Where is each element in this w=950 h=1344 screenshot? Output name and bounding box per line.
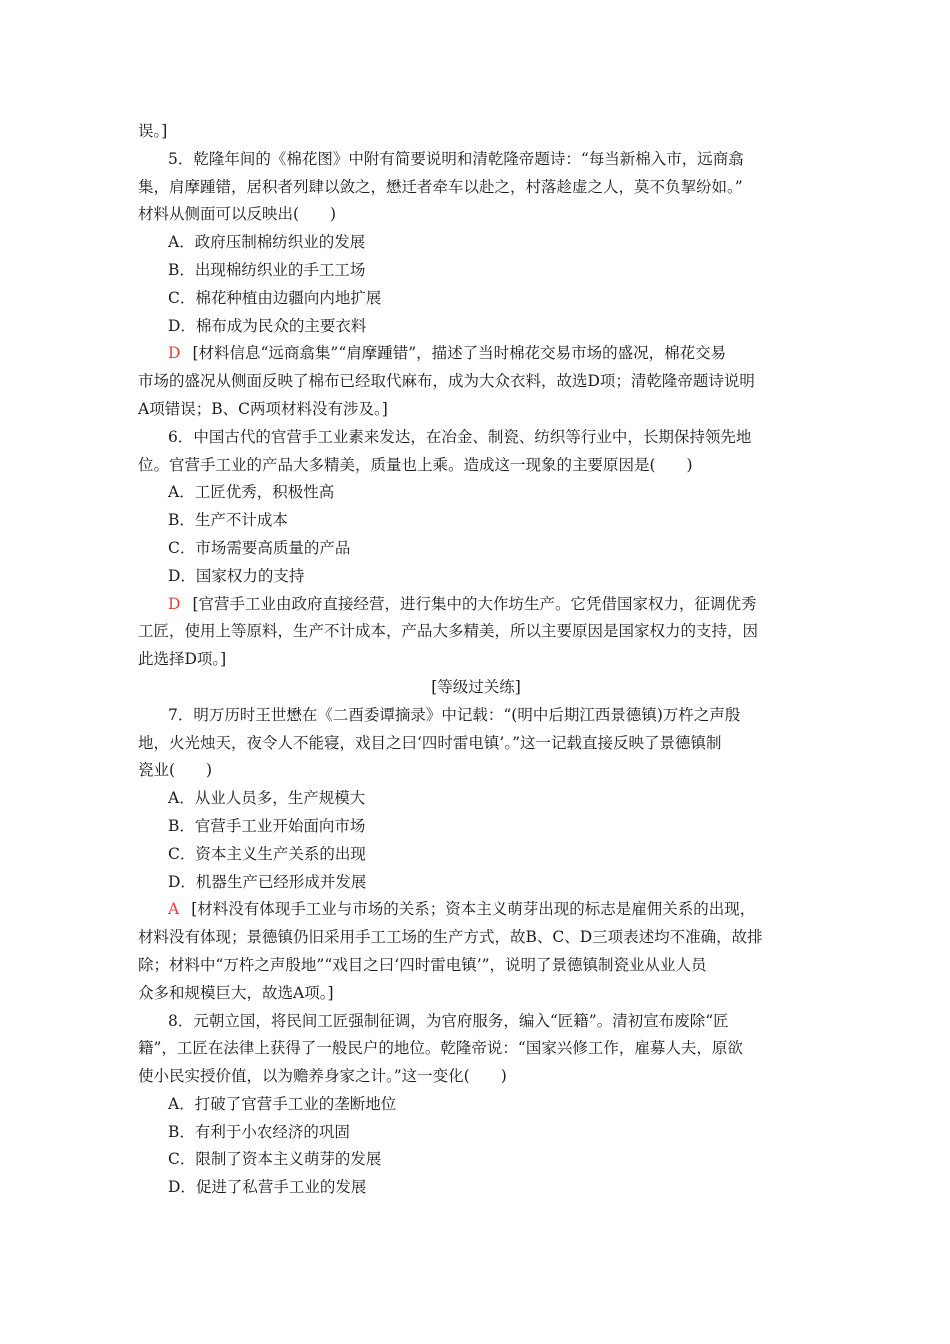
option-d: D．机器生产已经形成并发展 — [168, 872, 367, 891]
explanation-5 — [138, 340, 814, 423]
explanation-line — [138, 591, 814, 619]
option-a: A．工匠优秀，积极性高 — [168, 483, 335, 502]
answer-letter: D — [168, 594, 181, 613]
question-text: 8．元朝立国，将民间工匠强制征调，为官府服务，编入“匠籍”。清初宣布废除“匠 — [168, 1011, 729, 1030]
explanation-text: 市场的盛况从侧面反映了棉布已经取代麻布，成为大众衣料，故选D项；清乾隆帝题诗说明 — [138, 372, 755, 391]
explanation-7 — [138, 896, 814, 1007]
option-c: C．限制了资本主义萌芽的发展 — [168, 1150, 382, 1169]
document-body — [138, 118, 814, 1202]
explanation-text: [材料信息“远商翕集”“肩摩踵错”，描述了当时棉花交易市场的盛况，棉花交易 — [192, 344, 727, 363]
question-text: 使小民实授价值，以为赡养身家之计。”这一变化( ) — [138, 1067, 507, 1086]
question-text: 材料从侧面可以反映出( ) — [138, 205, 337, 224]
question-8 — [138, 1008, 814, 1091]
option-c: C．市场需要高质量的产品 — [168, 538, 351, 557]
question-6 — [138, 424, 814, 480]
option-c: C．棉花种植由边疆向内地扩展 — [168, 288, 382, 307]
explanation-text: 众多和规模巨大，故选A项。] — [138, 983, 334, 1002]
explanation-text: A项错误；B、C两项材料没有涉及。] — [138, 399, 388, 418]
option-a: A．政府压制棉纺织业的发展 — [168, 233, 366, 252]
option-b: B．官营手工业开始面向市场 — [168, 816, 366, 835]
option-c: C．资本主义生产关系的出现 — [168, 844, 366, 863]
option-b: B．出现棉纺织业的手工工场 — [168, 260, 366, 279]
explanation-text: 工匠，使用上等原料，生产不计成本，产品大多精美，所以主要原因是国家权力的支持，因 — [138, 622, 759, 641]
explanation-text: [官营手工业由政府直接经营，进行集中的大作坊生产。它凭借国家权力，征调优秀 — [192, 594, 757, 613]
text-line: 误。] — [138, 122, 168, 140]
explanation-text: 除；材料中“万杵之声殷地”“戏目之曰‘四时雷电镇’”，说明了景德镇制瓷业从业人员 — [138, 955, 707, 974]
question-text: 5．乾隆年间的《棉花图》中附有简要说明和清乾隆帝题诗：“每当新棉入市，远商翕 — [168, 149, 744, 168]
question-text: 6．中国古代的官营手工业素来发达，在冶金、制瓷、纺织等行业中，长期保持领先地 — [168, 427, 752, 446]
explanation-line — [138, 896, 814, 924]
answer-letter: A — [168, 900, 180, 919]
explanation-text: 材料没有体现；景德镇仍旧采用手工工场的生产方式，故B、C、D三项表述均不准确，故排 — [138, 928, 763, 947]
options-8 — [138, 1091, 814, 1202]
question-text: 地，火光烛天，夜令人不能寝，戏目之曰‘四时雷电镇’。”这一记载直接反映了景德镇制 — [138, 733, 722, 752]
question-5 — [138, 146, 814, 229]
answer-letter: D — [168, 344, 181, 363]
options-7 — [138, 785, 814, 896]
explanation-6 — [138, 591, 814, 674]
explanation-text: 此选择D项。] — [138, 650, 227, 669]
option-d: D．促进了私营手工业的发展 — [168, 1178, 367, 1197]
explanation-line — [138, 340, 814, 368]
question-text: 瓷业( ) — [138, 761, 213, 780]
question-text: 位。官营手工业的产品大多精美，质量也上乘。造成这一现象的主要原因是( ) — [138, 455, 693, 474]
option-d: D．棉布成为民众的主要衣料 — [168, 316, 367, 335]
question-7 — [138, 702, 814, 785]
question-text: 7．明万历时王世懋在《二酉委谭摘录》中记载：“(明中后期江西景德镇)万杵之声殷 — [168, 705, 741, 724]
question-text: 籍”，工匠在法律上获得了一般民户的地位。乾隆帝说：“国家兴修工作，雇募人夫，原欲 — [138, 1039, 743, 1058]
section-heading: [等级过关练] — [431, 677, 521, 696]
explanation-text: [材料没有体现手工业与市场的关系；资本主义萌芽出现的标志是雇佣关系的出现， — [191, 900, 756, 919]
options-5 — [138, 229, 814, 340]
option-b: B．生产不计成本 — [168, 511, 288, 530]
options-6 — [138, 479, 814, 590]
option-d: D．国家权力的支持 — [168, 566, 305, 585]
question-text: 集，肩摩踵错，居积者列肆以敛之，懋迁者牵车以赴之，村落趁虚之人，莫不负挈纷如。” — [138, 177, 743, 196]
option-a: A．从业人员多，生产规模大 — [168, 789, 366, 808]
option-b: B．有利于小农经济的巩固 — [168, 1122, 350, 1141]
option-a: A．打破了官营手工业的垄断地位 — [168, 1094, 397, 1113]
